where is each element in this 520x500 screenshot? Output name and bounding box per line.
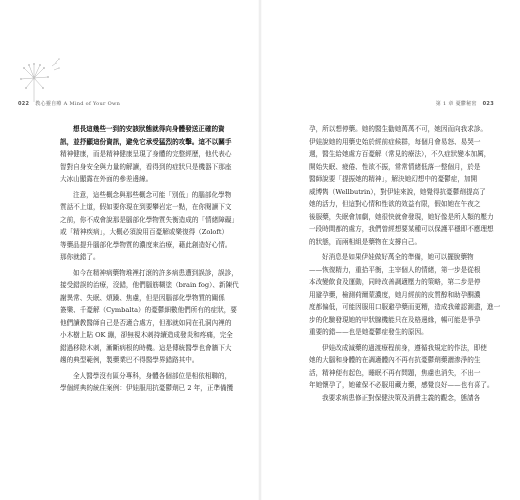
text-line: 年她懷孕了，她確保不必服用藏力藥，感覺良好——也有喜了。 — [309, 381, 494, 389]
text-line: 週，醫生給她處方百憂解（常見的療法），不久症狀變本加厲， — [309, 150, 491, 158]
text-line: 活，精神便有起色，睡眠不再有問題，焦慮也消失，不出一 — [309, 368, 481, 377]
text-line: 後服藥，失眠會加劇，她很快就會發現，她好像是所人類的壓力 — [309, 212, 494, 221]
text-line: 接受錯誤的治療，沒錯，他們腦筋糊塗（brain fog）、新陳代 — [60, 281, 239, 289]
left-page-body — [60, 123, 252, 395]
text-line: 想長這幾些一到的安該狀態就得向身體發送正確的資 — [73, 125, 225, 133]
text-line: 質話不上道，假如要你現在到要攀岩定一點，在你閱讀下文 — [60, 203, 232, 211]
left-page — [0, 0, 259, 500]
text-line: 那你就錯了。 — [60, 253, 100, 261]
text-line: 謝異常、失眠、煩躁、焦慮，但是因腦部化學物質的關係 — [60, 293, 225, 302]
right-page-body — [309, 123, 500, 404]
text-line: 之前，你不成會說那是腦部化學物質失衡造成的「情緒障礙」 — [60, 215, 239, 224]
text-line: 訊，並抒顯這份資訊，避免它承受猛烈的攻擊。這不以關手 — [60, 137, 232, 146]
right-header-chapter: 第 1 章 — [435, 101, 454, 107]
text-line: 孕，所以想停藥。她的醫生勸她萬萬不可，她因而向我求診。 — [309, 125, 488, 133]
text-line: 醫師說要「提振她的精神」，解決她幻想中的憂鬱症，加開 — [309, 175, 478, 183]
right-page-header — [436, 100, 498, 107]
text-line: 小木樹上貼 OK 繃，卻無視木刺持續造成發炎和疼痛，完全 — [60, 331, 233, 339]
text-line: 用避孕藥，檢測荷爾蒙濃度，她月經前的皮質醇和助孕酮濃 — [309, 290, 481, 299]
text-line: ——恢復精力，重拾平衡，主宰個人的情緒，第一步是從根 — [309, 265, 481, 274]
text-line: 全人醫學沒有區分專科，身體各個部位是相依相聯的， — [73, 371, 232, 380]
text-line: 好消息是如果伊娃做好萬全的準備，她可以擺脫藥物 — [322, 253, 474, 261]
text-line: 智對自身安全與力量的解讀，看得到的症狀只是機器下那座 — [60, 162, 232, 171]
left-page-number: 022 — [18, 101, 30, 107]
text-line: 伊娃改成減藥的過渡療程前身，遵循我規定的作法，即使 — [322, 343, 487, 352]
text-line: 伊娃說她的用藥史始於經前症候群，每個月會易怒、易哭一 — [309, 137, 481, 146]
text-line: 度都偏低，可能因服用口服避孕藥而更糟，造成我確認測盡，進一 — [309, 303, 500, 311]
text-line: 我要求病患修正對保健決策及消費主義的觀念，態請各 — [322, 393, 481, 402]
right-header-section: 憂鬱秘密 — [455, 101, 477, 107]
text-line: 她的活力，但這對心情和性欲的效益有限，假如她在午夜之 — [309, 200, 481, 208]
text-line: 學個經典的統住案例：伊娃服用抗憂鬱劑已 2 年，正準備攬 — [60, 384, 234, 392]
text-line: 注意，這些概念與那些概念可能「別低」的腦部化學物 — [73, 190, 232, 199]
text-line: 趨的典型範例，製藥業巴不得醫學界錯路其中。 — [60, 356, 199, 364]
text-line: 重要的錯——也是她憂鬱症發生的原因。 — [309, 328, 428, 336]
text-line: 一段時間都的處方，我們曾經想要某種可以保護平穩即不應理想 — [309, 225, 494, 233]
text-line: 的狀態，而兩相組是藥物在支撐自己。 — [309, 237, 422, 246]
text-line: 錯過移除木刺，漸斷病根的時機。這是傳統醫學也會牆下大 — [60, 343, 232, 352]
left-header-book-title-en: A Mind of Your Own — [63, 101, 121, 107]
text-line: 威博雋（Wellbutrin），對伊娃來說，她覺得抗憂鬱劑提高了 — [309, 187, 486, 196]
left-header-book-title-zh: 教心靈自療 — [35, 101, 62, 107]
text-line: 等藥品提升腦部化學物質的濃度來治療，藉此創造好心情。 — [60, 240, 232, 249]
right-page — [261, 0, 520, 500]
right-page-number: 023 — [482, 101, 494, 107]
text-line: 她的大腦和身體的在調適體內不再有抗憂鬱劑藥灑渗淨的生 — [309, 356, 481, 364]
text-line: 如今在精神病藥物堆裡打滾的許多病患遭到誤診，誤診， — [73, 268, 238, 277]
text-line: 步的化驗發現她的甲狀腺機能只在及格邊緣，暢可能是爭孕 — [309, 315, 481, 324]
dandelion-illustration — [12, 58, 62, 104]
text-line: 大冰山顯露在外面的參差邊線。 — [60, 175, 153, 183]
text-line: 開始失眠、疲倦、性欲不振，常常情緒低落一整個月，於是 — [309, 162, 481, 171]
text-line: 精神健康，而是精神健康呈現了身體的完整經歷，他代表心 — [60, 150, 232, 158]
text-line: 簽樂、千憂解（Cymbalta）的憂鬱細數他們所有的症狀，要 — [60, 306, 237, 314]
text-line: 或「精神疾病」，大概必須說用百憂解或樂復得（Zoloft） — [60, 228, 229, 236]
text-line: 他們讀教醫師自己是否適合處方，但那就如同在孔洞內裡的 — [60, 318, 232, 327]
left-page-header — [14, 100, 120, 107]
text-line: 本改變飲食及運動，同時改善調適壓力的策略，第二步是停 — [309, 278, 481, 286]
